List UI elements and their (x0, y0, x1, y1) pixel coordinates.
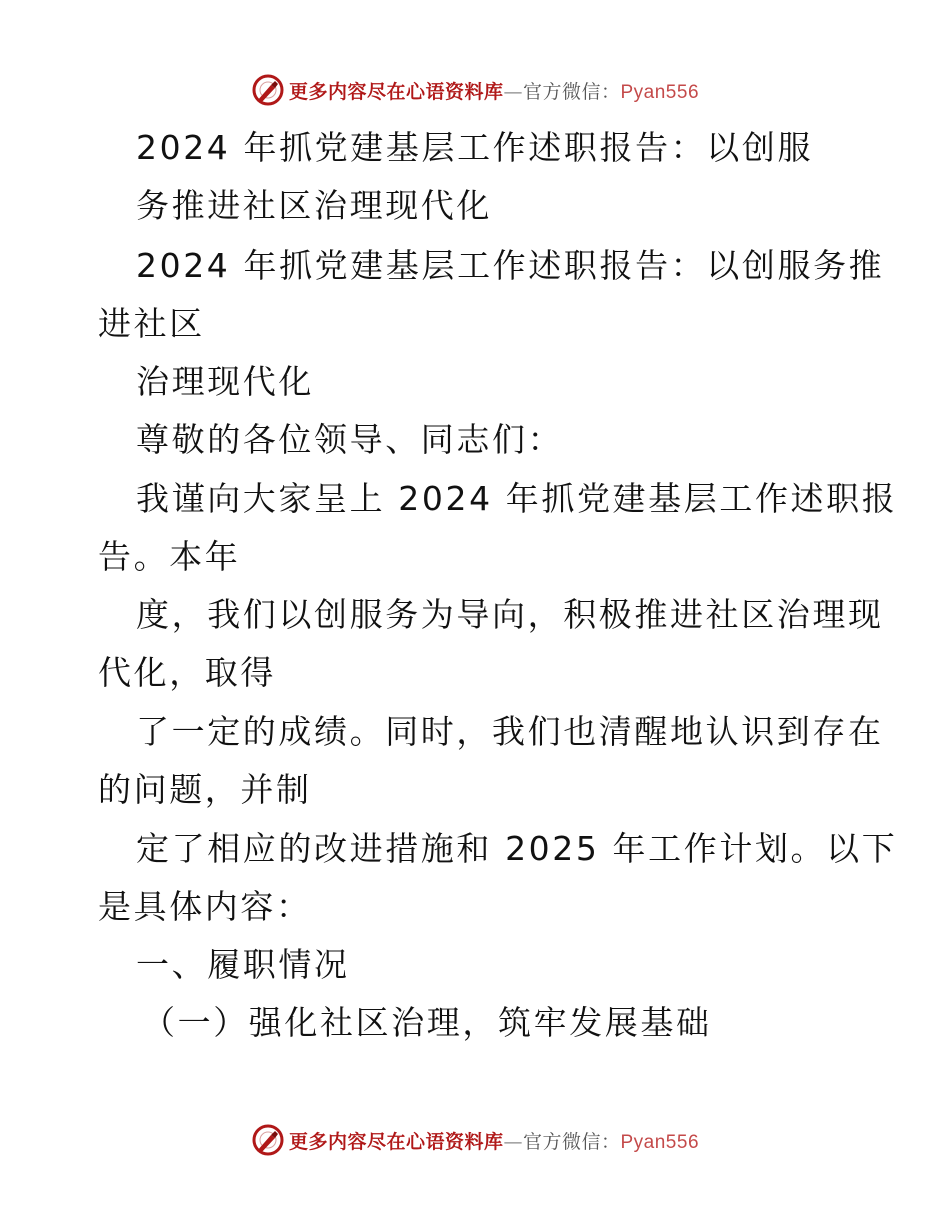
heading-line-2: 进社区 (98, 304, 205, 343)
paragraph-line: 是具体内容： (98, 887, 312, 926)
watermark-wechat-label: 官方微信： (522, 80, 621, 103)
watermark-header (0, 70, 950, 110)
watermark-text (289, 1127, 699, 1154)
paragraph-line: 代化，取得 (98, 653, 276, 692)
watermark-wechat-id: Pyan556 (620, 81, 700, 103)
pen-logo-icon (251, 1123, 285, 1157)
title-line-1: 2024 年抓党建基层工作述职报告：以创服 (136, 128, 814, 167)
watermark-wechat-label: 官方微信： (522, 1130, 621, 1153)
pen-logo-icon (251, 73, 285, 107)
title-line-2: 务推进社区治理现代化 (136, 186, 492, 225)
watermark-wechat-id: Pyan556 (620, 1131, 700, 1153)
section-heading: 一、履职情况 (136, 945, 350, 984)
watermark-text (289, 77, 699, 104)
paragraph-line: 度，我们以创服务为导向，积极推进社区治理现 (136, 595, 884, 634)
document-body (0, 120, 950, 1100)
paragraph-line: 告。本年 (98, 537, 241, 576)
paragraph-line: 了一定的成绩。同时，我们也清醒地认识到存在 (136, 712, 884, 751)
subsection-heading: （一）强化社区治理，筑牢发展基础 (142, 1003, 712, 1042)
watermark-main: 更多内容尽在心语资料库 (288, 80, 504, 103)
paragraph-line: 我谨向大家呈上 2024 年抓党建基层工作述职报 (136, 479, 898, 518)
salutation: 尊敬的各位领导、同志们： (136, 420, 564, 459)
watermark-footer (0, 1120, 950, 1160)
watermark-main: 更多内容尽在心语资料库 (288, 1130, 504, 1153)
paragraph-line: 定了相应的改进措施和 2025 年工作计划。以下 (136, 829, 898, 868)
paragraph-line: 的问题，并制 (98, 770, 312, 809)
heading-line-3: 治理现代化 (136, 362, 314, 401)
watermark-dash: — (503, 80, 523, 103)
heading-line-1: 2024 年抓党建基层工作述职报告：以创服务推 (136, 246, 885, 285)
watermark-dash: — (503, 1130, 523, 1153)
